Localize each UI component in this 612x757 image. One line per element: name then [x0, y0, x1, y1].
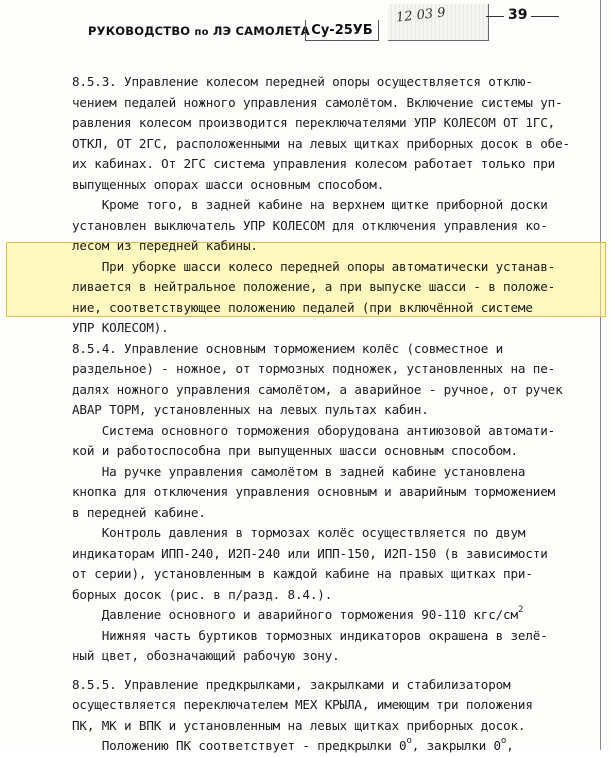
highlighted-text-line: ливается в нейтральное положение, а при выпуске шасси - в положе- [72, 279, 556, 294]
text-line: лесом из передней кабины. [72, 238, 258, 253]
angles-text-part1: Положению ПК соответствует - предкрылки 0 [72, 738, 407, 753]
text-line: Система основного торможения оборудована антиюзовой автомати- [72, 422, 556, 438]
pressure-unit-superscript: 2 [517, 605, 524, 615]
aircraft-model-box [305, 20, 379, 41]
text-line: в передней кабине. [72, 504, 206, 520]
page-number: 39 [508, 7, 528, 23]
section-8-5-4 [72, 339, 592, 667]
text-line: 8.5.4. Управление основным торможением колёс (совместное и [72, 340, 504, 356]
text-line: осуществляется переключателем МЕХ КРЫЛА, имеющим три положения [72, 697, 533, 712]
manual-title-part3: ЛЭ САМОЛЕТА [212, 24, 310, 38]
text-line: На ручке управления самолётом в задней кабине установлена [72, 463, 526, 479]
text-line: кнопка для отключения управления основным и аварийным торможением [72, 484, 556, 499]
page-edge-line [600, 0, 601, 750]
text-line: Контроль давления в тормозах колёс осуществляется по двум [72, 525, 526, 540]
text-line: кой и работоспособна при выпущенных шасси основным способом. [72, 443, 518, 458]
highlighted-text-line: При уборке шасси колесо передней опоры автоматически устанав- [72, 258, 556, 274]
text-line: раздельное) - ножное, от тормозных подножек, установленных на пе- [72, 361, 556, 376]
text-line: от серии), установленным в каждой кабине на правых щитках при- [72, 566, 533, 581]
text-line: индикаторам ИПП-240, И2П-240 или ИПП-150, И2П-150 (в зависимости [72, 545, 548, 561]
text-line-pressure [72, 605, 592, 626]
highlighted-text-line: УПР КОЛЕСОМ). [72, 320, 169, 335]
section-8-5-3 [72, 72, 592, 339]
text-line: ОТКЛ, ОТ 2ГС, расположенными на левых щитках приборных досок в обе- [72, 135, 570, 151]
section-gap [72, 667, 592, 675]
degree-superscript: o [500, 736, 507, 746]
document-body [72, 72, 592, 757]
manual-title-part1: РУКОВОДСТВО [88, 24, 191, 38]
manual-title [88, 24, 310, 38]
text-line: борных досок (рис. в п/разд. 8.4.). [72, 586, 333, 602]
text-line: равления колесом производится переключателями УПР КОЛЕСОМ ОТ 1ГС, [72, 115, 556, 130]
section-8-5-5 [72, 675, 592, 757]
text-line: Кроме того, в задней кабине на верхнем щитке приборной доски [72, 197, 548, 212]
text-line: установлен выключатель УПР КОЛЕСОМ для отключения управления ко- [72, 217, 548, 233]
text-line: ный цвет, обозначающий рабочую зону. [72, 648, 340, 663]
revision-stamp-text: 12 03 9 [395, 5, 447, 26]
text-line-angles [72, 736, 592, 757]
text-line: далях ножного управления самолётом, а аварийное - ручное, от ручек [72, 381, 563, 397]
text-line: 8.5.5. Управление предкрылками, закрылками и стабилизатором [72, 676, 511, 692]
text-line: ПК, МК и ВПК и установленным на левых щитках приборных досок. [72, 717, 526, 733]
text-line: 8.5.3. Управление колесом передней опоры осуществляется отклю- [72, 74, 533, 89]
angles-text-part3: , [506, 738, 514, 753]
text-line: их кабинах. От 2ГС система управления колесом работает только при [72, 156, 556, 171]
text-line: выпущенных опорах шасси основным способом. [72, 176, 385, 192]
text-line: АВАР ТОРМ, установленных на левых пультах кабин. [72, 402, 429, 417]
degree-superscript: o [406, 736, 412, 746]
manual-title-part2: по [194, 27, 209, 38]
text-line: чением педалей ножного управления самолётом. Включение системы уп- [72, 94, 563, 110]
pressure-text: Давление основного и аварийного торможения 90-110 кгс/см [72, 607, 518, 622]
text-line: Нижняя часть буртиков тормозных индикаторов окрашена в зелё- [72, 627, 548, 643]
angles-text-part2: , закрылки 0 [411, 738, 501, 753]
highlighted-text-line: ние, соответствующее положению педалей (при включённой системе [72, 299, 533, 315]
aircraft-model: Су-25УБ [311, 22, 373, 38]
